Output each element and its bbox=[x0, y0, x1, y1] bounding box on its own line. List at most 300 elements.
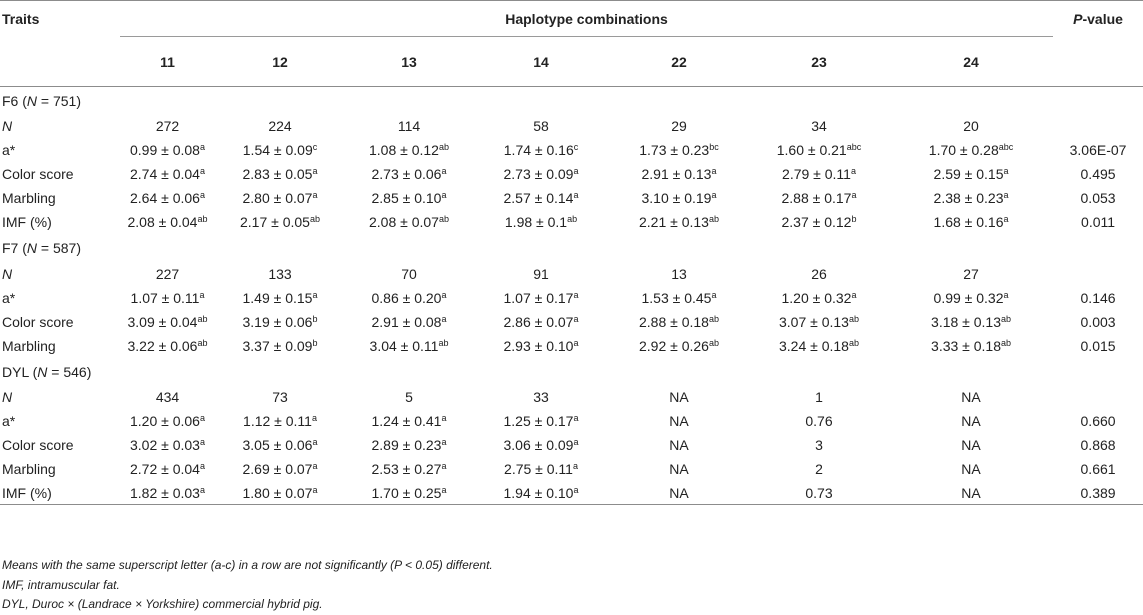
superscript: a bbox=[199, 142, 205, 153]
value-cell bbox=[345, 286, 473, 310]
value-text: 3.24 ± 0.18 bbox=[779, 337, 849, 354]
value-text: 2.89 ± 0.23 bbox=[371, 437, 442, 454]
trait-label: a* bbox=[2, 413, 16, 430]
traits-header: Traits bbox=[0, 1, 120, 37]
trait-label: a* bbox=[2, 142, 16, 159]
group-row bbox=[0, 234, 1143, 262]
superscript: a bbox=[441, 166, 447, 177]
value-text: 3.19 ± 0.06 bbox=[242, 313, 313, 330]
combo-header: 24 bbox=[889, 37, 1053, 87]
value-cell bbox=[215, 262, 345, 286]
table-row bbox=[0, 286, 1143, 310]
superscript: a bbox=[711, 190, 717, 201]
value-cell bbox=[120, 162, 215, 186]
value-cell bbox=[473, 186, 609, 210]
value-cell bbox=[473, 310, 609, 334]
superscript: a bbox=[199, 437, 205, 448]
value-cell bbox=[473, 481, 609, 505]
p-value-cell: 0.495 bbox=[1080, 166, 1116, 183]
value-text: 70 bbox=[401, 265, 417, 282]
value-text: 1.73 ± 0.23 bbox=[639, 142, 710, 159]
superscript: abc bbox=[998, 142, 1014, 153]
value-cell bbox=[749, 334, 889, 358]
value-cell bbox=[215, 433, 345, 457]
trait-label: Color score bbox=[2, 166, 74, 183]
value-cell bbox=[120, 115, 215, 139]
value-text: 1.54 ± 0.09 bbox=[242, 142, 313, 159]
value-text: 1 bbox=[815, 389, 823, 406]
value-cell bbox=[345, 115, 473, 139]
value-cell bbox=[215, 138, 345, 162]
trait-label: Color score bbox=[2, 313, 74, 330]
value-cell bbox=[345, 481, 473, 505]
value-cell bbox=[889, 386, 1053, 410]
value-text: 0.99 ± 0.08 bbox=[130, 142, 200, 159]
table-row bbox=[0, 481, 1143, 505]
p-value-cell: 0.053 bbox=[1080, 190, 1116, 207]
value-cell bbox=[215, 210, 345, 234]
value-cell bbox=[749, 162, 889, 186]
value-text: 2.21 ± 0.13 bbox=[639, 214, 709, 230]
value-cell bbox=[345, 262, 473, 286]
value-cell bbox=[120, 310, 215, 334]
value-cell bbox=[609, 162, 749, 186]
value-cell bbox=[473, 162, 609, 186]
superscript: a bbox=[312, 461, 318, 472]
trait-label: Marbling bbox=[2, 190, 56, 207]
value-text: 1.68 ± 0.16 bbox=[933, 214, 1004, 230]
superscript: ab bbox=[708, 313, 719, 324]
value-text: NA bbox=[961, 484, 981, 501]
superscript: a bbox=[312, 484, 318, 495]
value-cell bbox=[120, 409, 215, 433]
value-cell bbox=[215, 481, 345, 505]
value-cell bbox=[215, 162, 345, 186]
superscript: ab bbox=[708, 214, 719, 224]
value-text: 1.70 ± 0.25 bbox=[371, 484, 442, 501]
table-row bbox=[0, 162, 1143, 186]
table-row bbox=[0, 409, 1143, 433]
value-text: 3.02 ± 0.03 bbox=[130, 437, 200, 454]
header-blank bbox=[0, 37, 120, 87]
value-text: 2.72 ± 0.04 bbox=[130, 461, 200, 478]
table-row bbox=[0, 138, 1143, 162]
superscript: a bbox=[199, 289, 205, 300]
superscript: bc bbox=[709, 142, 719, 153]
value-cell bbox=[473, 409, 609, 433]
superscript: a bbox=[312, 289, 318, 300]
p-value-cell bbox=[1053, 262, 1143, 286]
value-cell bbox=[889, 433, 1053, 457]
superscript: b bbox=[312, 337, 318, 348]
value-text: 227 bbox=[155, 265, 180, 282]
value-cell bbox=[120, 386, 215, 410]
value-cell bbox=[120, 334, 215, 358]
value-cell bbox=[215, 310, 345, 334]
p-value-cell bbox=[1053, 115, 1143, 139]
superscript: a bbox=[441, 190, 447, 201]
superscript: ab bbox=[848, 313, 859, 324]
table-row bbox=[0, 262, 1143, 286]
trait-label: IMF (%) bbox=[0, 481, 120, 505]
p-value-cell: 0.011 bbox=[1081, 214, 1116, 230]
value-text: 3.04 ± 0.11 bbox=[369, 337, 439, 354]
value-text: 1.94 ± 0.10 bbox=[503, 484, 574, 501]
group-row bbox=[0, 87, 1143, 115]
trait-label: N bbox=[2, 265, 13, 282]
superscript: a bbox=[441, 437, 447, 448]
value-cell bbox=[609, 334, 749, 358]
value-text: 434 bbox=[155, 389, 180, 406]
superscript: a bbox=[573, 484, 579, 495]
value-cell bbox=[345, 162, 473, 186]
value-text: 2.86 ± 0.07 bbox=[503, 313, 574, 330]
p-value-cell bbox=[1053, 386, 1143, 410]
superscript: a bbox=[441, 461, 447, 472]
group-label bbox=[0, 87, 1143, 115]
group-label-suffix: = 751) bbox=[37, 92, 81, 109]
value-cell bbox=[889, 210, 1053, 234]
value-text: 1.98 ± 0.1 bbox=[504, 214, 568, 230]
group-label-prefix: DYL ( bbox=[2, 363, 38, 380]
value-cell bbox=[473, 386, 609, 410]
haplotype-combinations-header: Haplotype combinations bbox=[120, 1, 1053, 37]
superscript: c bbox=[312, 142, 318, 153]
value-cell bbox=[749, 286, 889, 310]
superscript: ab bbox=[309, 214, 320, 224]
value-text: 3.10 ± 0.19 bbox=[641, 190, 712, 207]
value-text: 2.92 ± 0.26 bbox=[639, 337, 709, 354]
value-cell bbox=[749, 409, 889, 433]
superscript: a bbox=[573, 166, 579, 177]
value-text: 2.91 ± 0.08 bbox=[371, 313, 442, 330]
value-text: 2.59 ± 0.15 bbox=[933, 166, 1004, 183]
superscript: ab bbox=[438, 337, 449, 348]
value-text: NA bbox=[669, 437, 689, 454]
value-cell bbox=[889, 286, 1053, 310]
table-body bbox=[0, 87, 1143, 505]
table-row bbox=[0, 457, 1143, 481]
value-cell bbox=[749, 310, 889, 334]
value-cell bbox=[345, 334, 473, 358]
value-cell bbox=[889, 262, 1053, 286]
p-value-cell: 0.146 bbox=[1080, 289, 1116, 306]
value-text: 1.07 ± 0.11 bbox=[130, 289, 200, 306]
value-text: NA bbox=[669, 484, 689, 501]
value-cell bbox=[215, 334, 345, 358]
footnote: Means with the same superscript letter (a-c) in a row are not significantly (P < 0.05) different. bbox=[2, 558, 493, 572]
value-cell bbox=[120, 481, 215, 505]
value-text: 2.69 ± 0.07 bbox=[242, 461, 313, 478]
group-label-n: N bbox=[37, 363, 48, 380]
header-blank bbox=[1053, 37, 1143, 87]
value-cell bbox=[215, 286, 345, 310]
value-cell bbox=[889, 457, 1053, 481]
value-cell bbox=[215, 186, 345, 210]
value-text: 13 bbox=[671, 265, 687, 282]
value-cell bbox=[609, 286, 749, 310]
table-row bbox=[0, 334, 1143, 358]
value-cell bbox=[609, 262, 749, 286]
value-text: NA bbox=[961, 437, 981, 454]
value-cell bbox=[889, 138, 1053, 162]
value-text: 2.38 ± 0.23 bbox=[933, 190, 1004, 207]
value-text: 3.37 ± 0.09 bbox=[242, 337, 313, 354]
group-label-suffix: = 546) bbox=[47, 363, 92, 380]
p-value-cell: 0.660 bbox=[1080, 413, 1116, 430]
value-text: NA bbox=[961, 389, 981, 406]
value-text: 2.85 ± 0.10 bbox=[371, 190, 442, 207]
value-text: 1.24 ± 0.41 bbox=[371, 413, 442, 430]
value-cell bbox=[345, 409, 473, 433]
value-cell bbox=[215, 386, 345, 410]
value-text: 58 bbox=[533, 118, 549, 135]
value-text: 1.25 ± 0.17 bbox=[503, 413, 574, 430]
combo-header: 14 bbox=[473, 37, 609, 87]
group-label bbox=[0, 234, 1143, 262]
value-cell bbox=[609, 115, 749, 139]
superscript: a bbox=[312, 190, 318, 201]
value-text: 2.08 ± 0.07 bbox=[369, 214, 439, 230]
superscript: ab bbox=[438, 214, 449, 224]
value-text: 3.09 ± 0.04 bbox=[127, 313, 198, 330]
superscript: a bbox=[850, 166, 856, 177]
value-text: 272 bbox=[155, 118, 180, 135]
value-cell bbox=[473, 138, 609, 162]
superscript: a bbox=[199, 461, 205, 472]
value-cell bbox=[345, 457, 473, 481]
value-text: 2.88 ± 0.18 bbox=[639, 313, 709, 330]
value-cell bbox=[473, 334, 609, 358]
footnote: DYL, Duroc × (Landrace × Yorkshire) commercial hybrid pig. bbox=[2, 597, 323, 611]
value-text: 2.74 ± 0.04 bbox=[130, 166, 200, 183]
value-text: 0.73 bbox=[805, 484, 833, 501]
value-text: 1.08 ± 0.12 bbox=[369, 142, 439, 159]
superscript: a bbox=[851, 289, 857, 300]
value-text: 2.17 ± 0.05 bbox=[240, 214, 310, 230]
value-cell bbox=[889, 409, 1053, 433]
value-text: NA bbox=[669, 461, 689, 478]
combo-header: 12 bbox=[215, 37, 345, 87]
p-value-cell: 0.389 bbox=[1053, 481, 1143, 505]
value-cell bbox=[473, 433, 609, 457]
superscript: b bbox=[851, 214, 857, 224]
value-text: 3.07 ± 0.13 bbox=[779, 313, 849, 330]
value-cell bbox=[120, 457, 215, 481]
superscript: a bbox=[199, 484, 205, 495]
value-text: 1.20 ± 0.32 bbox=[781, 289, 852, 306]
value-text: 2.79 ± 0.11 bbox=[782, 166, 851, 183]
value-text: 2.73 ± 0.06 bbox=[371, 166, 442, 183]
combo-header: 13 bbox=[345, 37, 473, 87]
value-text: 2.80 ± 0.07 bbox=[242, 190, 313, 207]
superscript: ab bbox=[197, 337, 208, 348]
value-text: 2.08 ± 0.04 bbox=[127, 214, 198, 230]
value-cell bbox=[889, 186, 1053, 210]
value-cell bbox=[749, 138, 889, 162]
p-value-cell: 3.06E-07 bbox=[1069, 142, 1127, 159]
superscript: a bbox=[441, 413, 447, 424]
value-cell bbox=[749, 457, 889, 481]
superscript: a bbox=[711, 289, 717, 300]
value-text: 1.60 ± 0.21 bbox=[776, 142, 847, 159]
superscript: a bbox=[573, 413, 579, 424]
p-value-cell: 0.661 bbox=[1080, 461, 1116, 478]
value-text: NA bbox=[961, 413, 981, 430]
value-cell bbox=[749, 386, 889, 410]
value-cell bbox=[889, 310, 1053, 334]
value-text: NA bbox=[669, 413, 689, 430]
value-cell bbox=[215, 115, 345, 139]
superscript: a bbox=[1003, 214, 1009, 224]
value-cell bbox=[749, 186, 889, 210]
group-label-prefix: F6 ( bbox=[2, 92, 27, 109]
trait-label: N bbox=[2, 118, 13, 135]
value-cell bbox=[749, 262, 889, 286]
superscript: ab bbox=[1001, 337, 1012, 348]
superscript: ab bbox=[438, 142, 449, 153]
value-cell bbox=[120, 433, 215, 457]
value-text: 1.80 ± 0.07 bbox=[242, 484, 313, 501]
value-cell bbox=[473, 210, 609, 234]
superscript: a bbox=[441, 484, 447, 495]
header-row-top bbox=[0, 1, 1143, 37]
value-cell bbox=[120, 210, 215, 234]
value-text: 73 bbox=[272, 389, 288, 406]
table-footnotes bbox=[2, 556, 493, 615]
value-cell bbox=[889, 162, 1053, 186]
group-label-n: N bbox=[26, 92, 38, 109]
p-value-cell: 0.015 bbox=[1080, 337, 1116, 354]
value-text: 2.83 ± 0.05 bbox=[242, 166, 313, 183]
value-text: 91 bbox=[533, 265, 549, 282]
value-cell bbox=[609, 310, 749, 334]
table-row bbox=[0, 186, 1143, 210]
value-text: 114 bbox=[397, 118, 421, 135]
value-text: 2.93 ± 0.10 bbox=[503, 337, 574, 354]
superscript: ab bbox=[1001, 313, 1012, 324]
value-cell bbox=[473, 262, 609, 286]
trait-label: Color score bbox=[2, 437, 74, 454]
trait-label: IMF (%) bbox=[2, 214, 52, 230]
value-text: 3.33 ± 0.18 bbox=[931, 337, 1001, 354]
value-text: NA bbox=[961, 461, 981, 478]
superscript: abc bbox=[846, 142, 862, 153]
trait-label: N bbox=[2, 389, 13, 406]
superscript: a bbox=[441, 289, 447, 300]
value-text: 1.53 ± 0.45 bbox=[641, 289, 712, 306]
value-text: 1.12 ± 0.11 bbox=[243, 413, 312, 430]
value-cell bbox=[345, 210, 473, 234]
value-cell bbox=[120, 186, 215, 210]
table-row bbox=[0, 115, 1143, 139]
superscript: ab bbox=[848, 337, 859, 348]
superscript: a bbox=[851, 190, 857, 201]
value-text: 34 bbox=[811, 118, 827, 135]
value-cell bbox=[473, 115, 609, 139]
value-cell bbox=[609, 186, 749, 210]
superscript: a bbox=[711, 166, 717, 177]
value-cell bbox=[120, 286, 215, 310]
value-cell bbox=[215, 457, 345, 481]
value-cell bbox=[120, 262, 215, 286]
value-text: 2.88 ± 0.17 bbox=[781, 190, 852, 207]
footnote: IMF, intramuscular fat. bbox=[2, 577, 120, 592]
combo-header: 22 bbox=[609, 37, 749, 87]
superscript: ab bbox=[708, 337, 719, 348]
value-text: 1.82 ± 0.03 bbox=[130, 484, 200, 501]
value-text: 2.64 ± 0.06 bbox=[130, 190, 200, 207]
value-cell bbox=[120, 138, 215, 162]
superscript: a bbox=[573, 313, 579, 324]
value-text: 1.74 ± 0.16 bbox=[503, 142, 574, 159]
value-cell bbox=[889, 334, 1053, 358]
value-text: 2.91 ± 0.13 bbox=[641, 166, 712, 183]
value-cell bbox=[749, 210, 889, 234]
value-text: 133 bbox=[268, 265, 292, 282]
superscript: a bbox=[573, 437, 579, 448]
header-row-combos bbox=[0, 37, 1143, 87]
p-value-header: P-value bbox=[1053, 1, 1143, 37]
p-value-cell: 0.003 bbox=[1080, 313, 1116, 330]
value-text: 33 bbox=[533, 389, 549, 406]
combo-header: 23 bbox=[749, 37, 889, 87]
value-text: 3.22 ± 0.06 bbox=[127, 337, 198, 354]
value-cell bbox=[609, 138, 749, 162]
value-cell bbox=[889, 481, 1053, 505]
value-cell bbox=[609, 210, 749, 234]
value-cell bbox=[473, 286, 609, 310]
superscript: a bbox=[572, 461, 578, 472]
trait-label: a* bbox=[2, 289, 16, 306]
value-text: 3.06 ± 0.09 bbox=[503, 437, 574, 454]
value-cell bbox=[749, 115, 889, 139]
value-cell bbox=[749, 481, 889, 505]
superscript: a bbox=[1003, 289, 1009, 300]
value-cell bbox=[345, 433, 473, 457]
value-cell bbox=[345, 186, 473, 210]
superscript: b bbox=[312, 313, 318, 324]
superscript: a bbox=[1003, 190, 1009, 201]
group-label-n: N bbox=[26, 239, 38, 256]
value-text: 0.76 bbox=[805, 413, 833, 430]
group-label bbox=[0, 358, 1143, 386]
value-cell bbox=[345, 310, 473, 334]
superscript: ab bbox=[197, 214, 208, 224]
value-text: 2.57 ± 0.14 bbox=[503, 190, 574, 207]
value-cell bbox=[609, 457, 749, 481]
value-cell bbox=[215, 409, 345, 433]
table-row bbox=[0, 310, 1143, 334]
combo-header: 11 bbox=[120, 37, 215, 87]
value-text: 3.05 ± 0.06 bbox=[242, 437, 313, 454]
superscript: a bbox=[1003, 166, 1009, 177]
value-cell bbox=[889, 115, 1053, 139]
value-text: 29 bbox=[671, 118, 687, 135]
superscript: a bbox=[199, 190, 205, 201]
value-text: 2.73 ± 0.09 bbox=[503, 166, 574, 183]
value-text: 1.20 ± 0.06 bbox=[130, 413, 200, 430]
superscript: a bbox=[312, 437, 318, 448]
superscript: a bbox=[573, 337, 579, 348]
superscript: ab bbox=[567, 214, 578, 224]
value-text: 20 bbox=[963, 118, 979, 135]
value-text: 2 bbox=[815, 461, 823, 478]
group-row bbox=[0, 358, 1143, 386]
value-text: 3 bbox=[815, 437, 823, 454]
value-cell bbox=[345, 386, 473, 410]
value-text: 27 bbox=[963, 265, 979, 282]
